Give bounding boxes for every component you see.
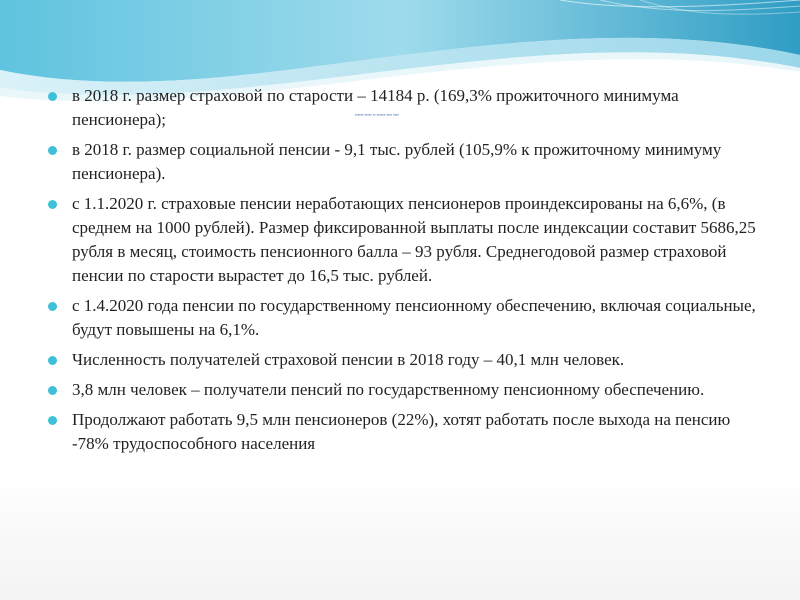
bullet-text: в 2018 г. размер страховой по старости – 14184 р. (169,3% прожиточного минимума пенсионера); — [72, 86, 679, 129]
bullet-dot-icon — [48, 416, 57, 425]
bullet-dot-icon — [48, 302, 57, 311]
bullet-text: Численность получателей страховой пенсии в 2018 году – 40,1 млн человек. — [72, 350, 625, 369]
list-item — [46, 408, 766, 456]
list-item — [46, 84, 766, 132]
list-item — [46, 348, 766, 372]
bullet-text: с 1.4.2020 года пенсии по государственному пенсионному обеспечению, включая социальные, будут повышены на 6,1%. — [72, 296, 756, 339]
bullet-dot-icon — [48, 386, 57, 395]
bullet-text: Продолжают работать 9,5 млн пенсионеров (22%), хотят работать после выхода на пенсию -78% трудоспособного населения — [72, 410, 731, 453]
bullet-text: 3,8 млн человек – получатели пенсий по государственному пенсионному обеспечению. — [72, 380, 705, 399]
bullet-dot-icon — [48, 356, 57, 365]
bullet-text: с 1.1.2020 г. страховые пенсии неработающих пенсионеров проиндексированы на 6,6%, (в среднем на 1000 рублей). Размер фиксированной выплаты после индексации составит 5686,25 рубля в месяц, стоимость пенсионного балла – 93 рубля. Среднегодовой размер страховой пенсии по старости вырастет до 16,5 тыс. рублей. — [72, 194, 756, 285]
list-item — [46, 294, 766, 342]
list-item — [46, 192, 766, 288]
list-item — [46, 138, 766, 186]
slide-content — [46, 84, 766, 462]
tiny-note: ▪▪▪▪▪▪ ▪▪▪▪▪ ▪▪ ▪▪▪▪▪▪ ▪▪▪▪ ▪▪▪▪ — [355, 112, 399, 117]
bullet-dot-icon — [48, 200, 57, 209]
bullet-list — [46, 84, 766, 456]
list-item — [46, 378, 766, 402]
bullet-dot-icon — [48, 92, 57, 101]
bullet-text: в 2018 г. размер социальной пенсии - 9,1 тыс. рублей (105,9% к прожиточному минимуму пенсионера). — [72, 140, 722, 183]
bullet-dot-icon — [48, 146, 57, 155]
